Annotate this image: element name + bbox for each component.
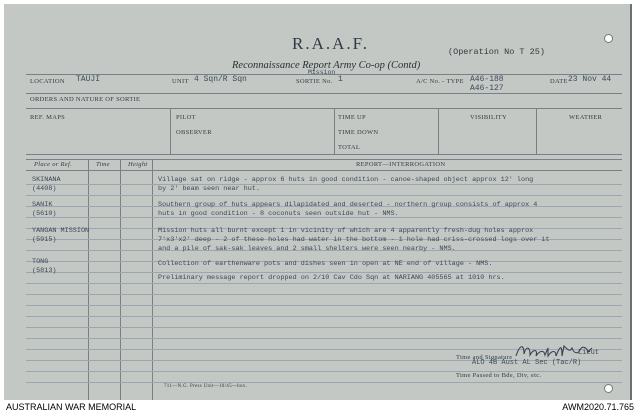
unit-label: UNIT	[172, 78, 189, 85]
col-place-heading: Place or Ref.	[34, 161, 73, 168]
entry-place: SKINANA	[32, 176, 61, 184]
header-line-2	[26, 93, 622, 94]
archive-footer	[0, 402, 640, 414]
ruled-line	[26, 195, 622, 196]
sortie-label: SORTIE No.	[296, 78, 333, 85]
ref-maps-label: REF. MAPS	[30, 114, 66, 121]
column-heading-line	[26, 170, 622, 171]
report-line: Collection of earthenware pots and dishes seen in open at NE end of village - NMS.	[158, 260, 493, 268]
header-line-3	[26, 108, 622, 109]
footer-institution: AUSTRALIAN WAR MEMORIAL	[6, 402, 137, 412]
report-line: and a pile of sak-sak leaves and 2 small shelters were seen nearby - NMS.	[158, 245, 456, 253]
header-line-5	[26, 159, 622, 160]
observer-label: OBSERVER	[176, 129, 212, 136]
divider	[536, 108, 537, 154]
report-line: Southern group of huts appears dilapidated and deserted - northern group consists of approx 4	[158, 201, 538, 209]
pilot-label: PILOT	[176, 114, 196, 121]
date-label: DATE	[550, 78, 568, 85]
form-title: R.A.A.F.	[292, 34, 369, 53]
divider	[334, 108, 335, 154]
col-report-heading: REPORT—INTERROGATION	[356, 161, 446, 168]
divider	[170, 108, 171, 154]
form-subtitle: Reconnaissance Report Army Co-op (Contd)	[232, 60, 421, 71]
unit-value: 4 Sqn/R Sqn	[194, 75, 247, 84]
operation-number: (Operation No T 25)	[448, 47, 545, 57]
entry-place: SANIK	[32, 201, 53, 209]
ruled-line	[26, 294, 622, 295]
punch-hole	[604, 384, 613, 393]
ruled-line	[26, 316, 622, 317]
ruled-line	[26, 327, 622, 328]
ruled-line	[26, 272, 622, 273]
signature-unit: ALO 4B Aust AL Sec (Tac/R)	[472, 359, 582, 367]
location-value: TAUJI	[76, 75, 101, 84]
report-line: Village sat on ridge - approx 6 huts in good condition - canoe-shaped object approx 12' long	[158, 176, 534, 184]
entry-ref: (5915)	[32, 236, 57, 244]
entry-place: YANGAN MISSION	[32, 227, 90, 235]
col-time-heading: Time	[96, 161, 110, 168]
orders-label: ORDERS AND NATURE OF SORTIE	[30, 96, 141, 103]
report-sheet	[4, 4, 632, 400]
visibility-label: VISIBILITY	[470, 114, 507, 121]
total-label: TOTAL	[338, 144, 361, 151]
entry-ref: (5610)	[32, 210, 57, 218]
time-passed-label: Time Passed to Bde, Div, etc.	[456, 372, 542, 379]
printer-imprint: 711—N.G. Press Unit—10/45—box.	[164, 384, 248, 389]
col-height-heading: Height	[128, 161, 148, 168]
entry-ref: (4408)	[32, 185, 57, 193]
ac-type-label: A/C No. - TYPE	[416, 78, 464, 85]
header-line-4	[26, 154, 622, 155]
signature-rank: Lieut	[578, 349, 600, 357]
report-line: Preliminary message report dropped on 2/10 Cav Cdo Sqn at NARIANG 405565 at 1010 hrs.	[158, 274, 505, 282]
ruled-line	[26, 305, 622, 306]
entry-place: TONG	[32, 258, 49, 266]
ac-type-value-2: A46-127	[470, 84, 504, 93]
report-line: Mission huts all burnt except 1 in vicinity of which are 4 apparently fresh-dug holes approx	[158, 227, 534, 235]
report-line: 7'x3'x2' deep - 2 of these holes had water in the bottom - 1 hole had criss-crossed logs over it	[158, 236, 550, 244]
mission-value: Mission	[308, 69, 336, 76]
report-line: by 2' beam seen near hut.	[158, 185, 260, 193]
time-up-label: TIME UP	[338, 114, 366, 121]
ruled-line	[26, 184, 622, 185]
entry-ref: (5813)	[32, 267, 57, 275]
ruled-line	[26, 338, 622, 339]
ac-type-value-1: A46-188	[470, 75, 504, 84]
ruled-line	[26, 283, 622, 284]
sortie-value: 1	[338, 75, 343, 84]
divider	[438, 108, 439, 154]
footer-accession: AWM2020.71.765	[562, 402, 634, 412]
location-label: LOCATION	[30, 78, 65, 85]
date-value: 23 Nov 44	[568, 75, 612, 84]
report-line: huts in good condition - 8 coconuts seen outside hut - NMS.	[158, 210, 399, 218]
weather-label: WEATHER	[569, 114, 603, 121]
time-signature-label: Time and Signature	[456, 354, 513, 361]
time-down-label: TIME DOWN	[338, 129, 379, 136]
punch-hole	[604, 34, 613, 43]
ruled-line	[26, 382, 622, 383]
